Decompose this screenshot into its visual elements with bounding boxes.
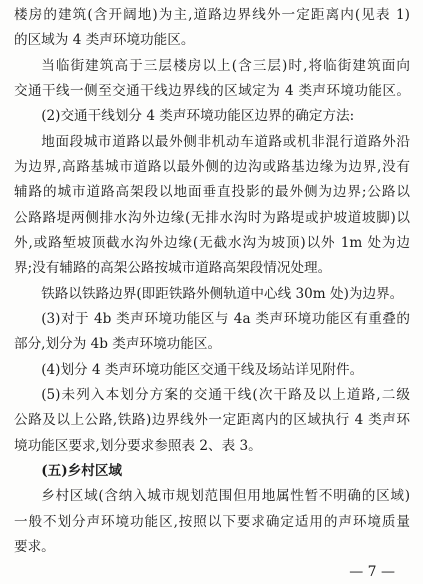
- text-line: (4)划分 4 类声环境功能区交通干线及场站详见附件。: [41, 361, 364, 378]
- text-line: 地面段城市道路以最外侧非机动车道路或机非混行道路外沿: [41, 133, 410, 150]
- text-line: 乡村区域(含纳入城市规划范围但用地属性暂不明确的区域): [41, 488, 410, 505]
- text-line: (5)未列入本划分方案的交通干线(次干路及以上道路,二级: [41, 386, 410, 403]
- text-line: 楼房的建筑(含开阔地)为主,道路边界线外一定距离内(见表 1): [14, 7, 410, 23]
- subsection-heading: (2)交通干线划分 4 类声环境功能区边界的确定方法:: [41, 108, 355, 125]
- text-line: 公路路堤两侧排水沟外边缘(无排水沟时为路堤或护坡道坡脚)以: [14, 209, 410, 226]
- text-line: 要求。: [14, 538, 55, 555]
- text-line: 部分,划分为 4b 类声环境功能区。: [14, 336, 222, 353]
- body-text: [14, 3, 410, 560]
- text-line: 一般不划分声环境功能区,按照以下要求确定适用的声环境质量: [14, 513, 410, 530]
- text-line: 外,或路堑坡顶截水沟外边缘(无截水沟为坡顶)以外 1m 处为边: [14, 234, 410, 251]
- text-line: 的区域为 4 类声环境功能区。: [14, 32, 195, 49]
- text-line: 辅路的城市道路高架段以地面垂直投影的最外侧为边界;公路以: [14, 184, 410, 201]
- text-line: (3)对于 4b 类声环境功能区与 4a 类声环境功能区有重叠的: [41, 310, 410, 327]
- text-line: 当临街建筑高于三层楼房以上(含三层)时,将临街建筑面向: [41, 57, 410, 74]
- text-line: 公路及以上公路,铁路)边界线外一定距离内的区域执行 4 类声环: [14, 412, 410, 429]
- section-heading: (五)乡村区域: [41, 462, 123, 479]
- text-line: 交通干线一侧至交通干线边界线的区域定为 4 类声环境功能区。: [14, 82, 410, 99]
- text-line: 界;没有辅路的高架公路按城市道路高架段情况处理。: [14, 260, 332, 277]
- page-number: — 7 —: [349, 564, 395, 580]
- text-line: 为边界,高路基城市道路以最外侧的边沟或路基边缘为边界,没有: [14, 158, 410, 175]
- text-line: 境功能区要求,划分要求参照表 2、表 3。: [14, 437, 262, 454]
- text-line: 铁路以铁路边界(即距铁路外侧轨道中心线 30m 处)为边界。: [41, 285, 404, 302]
